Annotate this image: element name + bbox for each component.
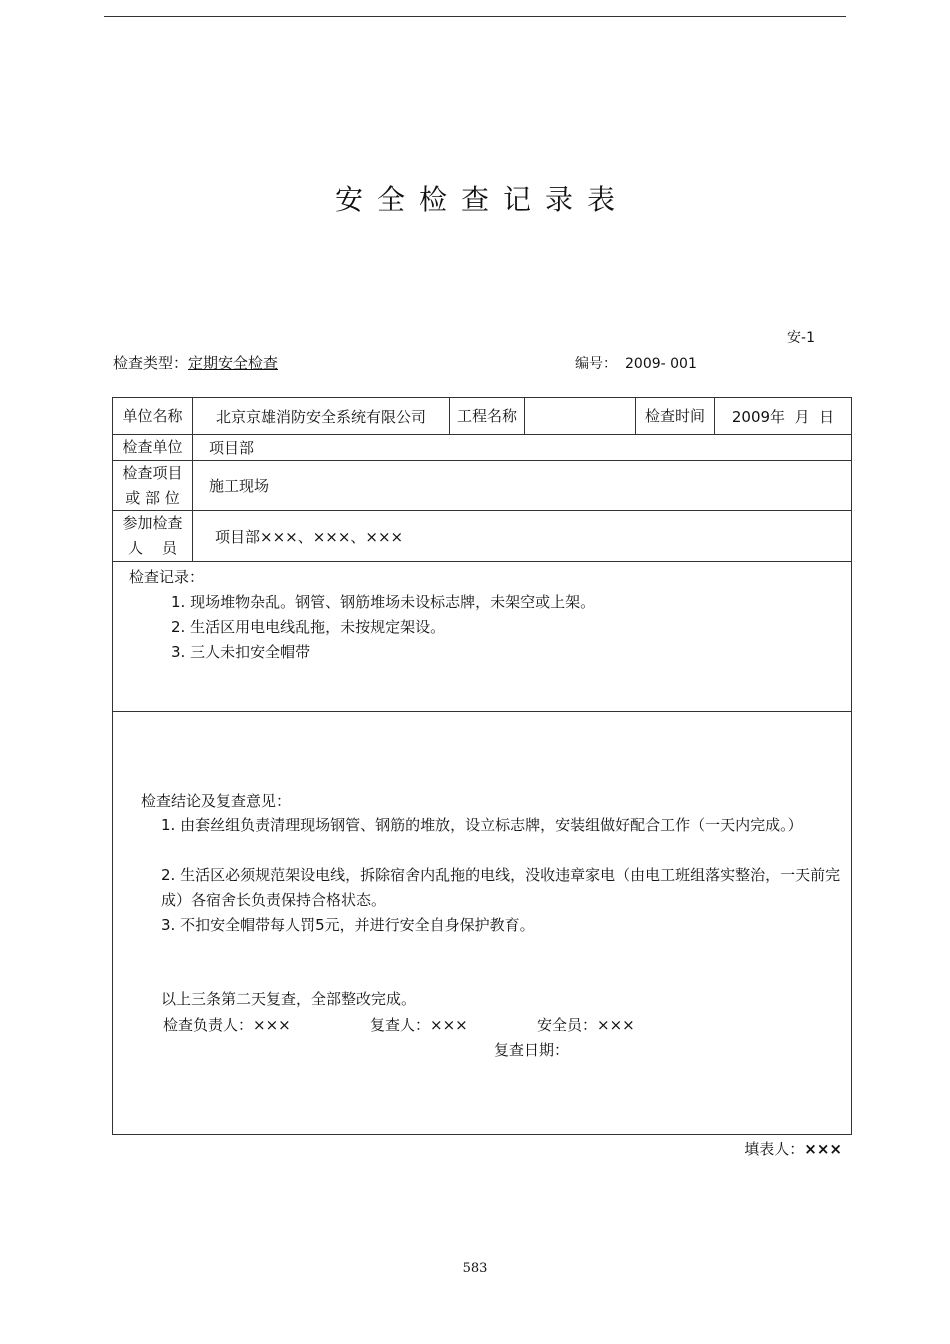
row-unit bbox=[113, 398, 851, 435]
participants-value: 项目部×××、×××、××× bbox=[215, 527, 404, 546]
page-title: 安全检查记录表 bbox=[334, 183, 629, 216]
conclusion-section bbox=[113, 712, 851, 1134]
conclusion-title: 检查结论及复查意见： bbox=[141, 792, 292, 810]
filler-label: 填表人： bbox=[744, 1140, 805, 1158]
inspection-unit-value: 项目部 bbox=[209, 439, 255, 457]
row-inspection-item bbox=[113, 461, 851, 511]
unit-name-label: 单位名称 bbox=[113, 398, 193, 434]
inspection-item-label-line1: 检查项目 bbox=[122, 463, 183, 482]
record-item: 1. 现场堆物杂乱。钢管、钢筋堆场未设标志牌，未架空或上架。 bbox=[171, 593, 596, 611]
review-summary: 以上三条第二天复查，全部整改完成。 bbox=[161, 990, 417, 1008]
inspection-item-label bbox=[113, 461, 193, 510]
inspection-type-value: 定期安全检查 bbox=[188, 354, 279, 372]
unit-name-value: 北京京雄消防安全系统有限公司 bbox=[193, 398, 450, 434]
form-number-value: 2009- 001 bbox=[625, 356, 697, 372]
form-number bbox=[575, 353, 697, 373]
inspection-form-table bbox=[112, 397, 852, 1135]
form-code: 安-1 bbox=[787, 330, 815, 346]
row-participants bbox=[113, 511, 851, 562]
row-inspection-unit bbox=[113, 435, 851, 461]
inspection-record bbox=[113, 562, 851, 712]
reviewer-signature: 复查人：××× bbox=[370, 1016, 468, 1034]
filler-name: ××× bbox=[804, 1140, 842, 1158]
inspection-item-value: 施工现场 bbox=[209, 477, 270, 495]
project-name-label: 工程名称 bbox=[450, 398, 525, 434]
conclusion-item: 2. 生活区必须规范架设电线，拆除宿舍内乱拖的电线，没收违章家电（由电工班组落实整治，一天前完成）各宿舍长负责保持合格状态。 bbox=[161, 866, 841, 909]
record-item: 3. 三人未扣安全帽带 bbox=[171, 643, 311, 661]
form-filler bbox=[744, 1138, 842, 1159]
inspection-unit-label: 检查单位 bbox=[113, 435, 193, 460]
inspection-type bbox=[113, 352, 292, 373]
safety-officer-signature: 安全员：××× bbox=[537, 1016, 635, 1034]
form-number-label: 编号： bbox=[575, 356, 617, 372]
review-date: 复查日期： bbox=[494, 1041, 570, 1059]
participants-label-line1: 参加检查 bbox=[122, 514, 183, 532]
participants-label bbox=[113, 511, 193, 561]
inspector-signature: 检查负责人：××× bbox=[163, 1016, 291, 1034]
conclusion-item: 1. 由套丝组负责清理现场钢管、钢筋的堆放，设立标志牌，安装组做好配合工作（一天内完成。） bbox=[161, 816, 803, 834]
page-number: 583 bbox=[462, 1261, 488, 1276]
inspection-time-value: 2009年 月 日 bbox=[731, 407, 835, 426]
project-name-value bbox=[525, 398, 636, 434]
inspection-type-label: 检查类型： bbox=[113, 354, 189, 372]
record-title: 检查记录： bbox=[129, 568, 205, 586]
record-item: 2. 生活区用电电线乱拖，未按规定架设。 bbox=[171, 618, 446, 636]
participants-label-line2: 人 员 bbox=[127, 539, 178, 557]
top-rule bbox=[104, 16, 846, 17]
inspection-time-label: 检查时间 bbox=[636, 398, 715, 434]
inspection-item-label-line2: 或 部 位 bbox=[125, 488, 180, 507]
conclusion-item: 3. 不扣安全帽带每人罚5元，并进行安全自身保护教育。 bbox=[161, 916, 535, 934]
